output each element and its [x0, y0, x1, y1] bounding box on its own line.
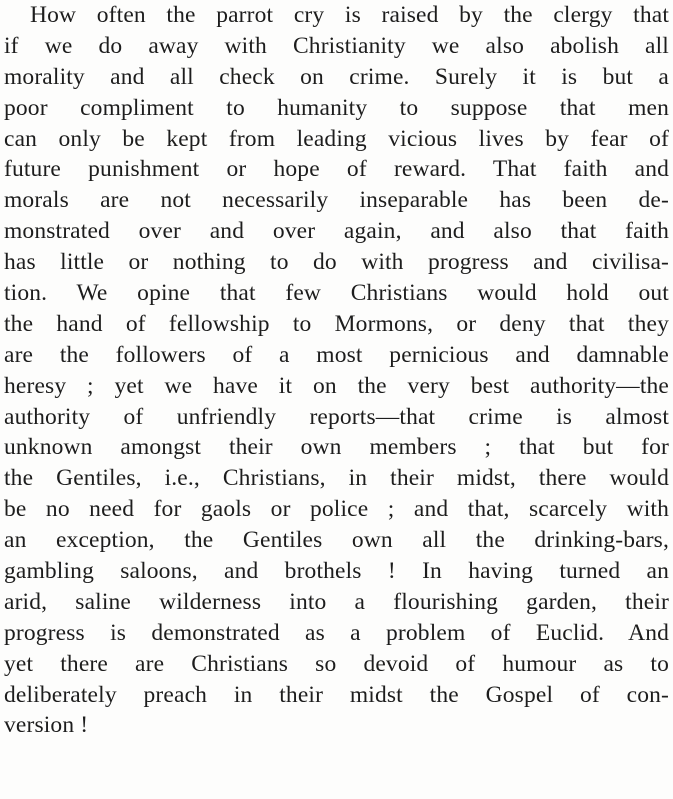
text-line-18: an exception, the Gentiles own all the drinking-bars,: [4, 527, 669, 554]
text-line-6: future punishment or hope of reward. That faith and: [4, 156, 669, 183]
text-line-7: morals are not necessarily inseparable has been de-: [4, 187, 669, 214]
text-line-20: arid, saline wilderness into a flourishing garden, their: [4, 588, 669, 615]
text-line-2: if we do away with Christianity we also abolish all: [4, 32, 669, 59]
text-line-23: deliberately preach in their midst the Gospel of con-: [4, 681, 669, 708]
text-line-13: heresy ; yet we have it on the very best authority—the: [4, 372, 669, 399]
text-line-19: gambling saloons, and brothels ! In having turned an: [4, 558, 669, 585]
text-line-11: the hand of fellowship to Mormons, or deny that they: [4, 310, 669, 337]
text-line-1: How often the parrot cry is raised by the clergy that: [30, 2, 669, 28]
text-line-15: unknown amongst their own members ; that but for: [4, 434, 669, 461]
text-line-12: are the followers of a most pernicious and damnable: [4, 341, 669, 368]
text-line-24: version !: [4, 712, 89, 739]
text-line-4: poor compliment to humanity to suppose that men: [4, 94, 669, 121]
text-line-3: morality and all check on crime. Surely it is but a: [4, 63, 669, 90]
text-line-17: be no need for gaols or police ; and that, scarcely with: [4, 496, 669, 523]
text-line-10: tion. We opine that few Christians would hold out: [4, 280, 669, 307]
text-line-22: yet there are Christians so devoid of humour as to: [4, 650, 669, 677]
text-line-8: monstrated over and over again, and also that faith: [4, 218, 669, 245]
text-line-14: authority of unfriendly reports—that crime is almost: [4, 403, 669, 430]
text-line-16: the Gentiles, i.e., Christians, in their midst, there would: [4, 465, 669, 492]
body-paragraph: [4, 0, 669, 741]
text-line-9: has little or nothing to do with progress and civilisa-: [4, 249, 669, 276]
text-line-5: can only be kept from leading vicious lives by fear of: [4, 125, 669, 152]
text-line-21: progress is demonstrated as a problem of Euclid. And: [4, 619, 669, 646]
